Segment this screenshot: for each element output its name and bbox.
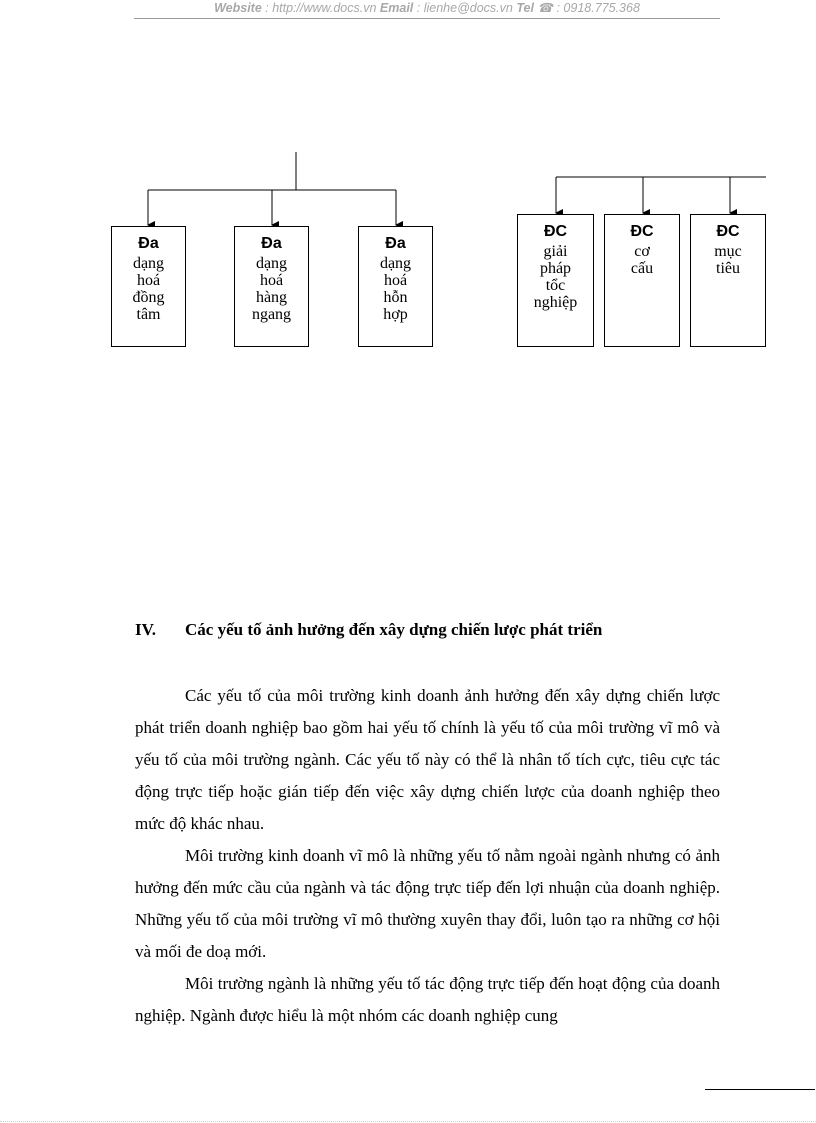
email-value: : lienhe@docs.vn bbox=[416, 1, 513, 15]
paragraph: Môi trường kinh doanh vĩ mô là những yếu tố nằm ngoài ngành nhưng có ảnh hưởng đến mức cầu của ngành và tác động trực tiếp đến lợi nhuận của doanh nghiệp. Những yếu tố của môi trường vĩ mô thường xuyên thay đổi, luôn tạo ra những cơ hội và mối đe doạ mới. bbox=[135, 846, 720, 961]
box-line: hoá bbox=[259, 272, 284, 289]
box-line: hợp bbox=[383, 306, 408, 323]
diagram-box-dc-2 bbox=[604, 214, 680, 347]
footnote-separator bbox=[705, 1089, 815, 1090]
box-line: hỗn bbox=[383, 289, 408, 306]
website-label: Website bbox=[214, 1, 262, 15]
diagram-box-da-2 bbox=[234, 226, 309, 347]
box-line: tâm bbox=[136, 306, 161, 323]
paragraph: Các yếu tố của môi trường kinh doanh ảnh hưởng đến xây dựng chiến lược phát triển doanh nghiệp bao gồm hai yếu tố chính là yếu tố của môi trường vĩ mô và yếu tố của môi trường ngành. Các yếu tố này có thể là nhân tố tích cực, tiêu cực tác động trực tiếp hoặc gián tiếp đến việc xây dựng chiến lược của doanh nghiệp theo mức độ khác nhau. bbox=[135, 686, 720, 833]
box-line: cơ bbox=[634, 243, 650, 260]
box-line: tổc bbox=[545, 277, 566, 294]
diagram-box-da-1 bbox=[111, 226, 186, 347]
box-line: hoá bbox=[136, 272, 161, 289]
tel-value: : 0918.775.368 bbox=[556, 1, 640, 15]
paragraph: Môi trường ngành là những yếu tố tác động trực tiếp đến hoạt động của doanh nghiệp. Ngành được hiểu là một nhóm các doanh nghiệp cung bbox=[135, 974, 720, 1025]
box-line: dạng bbox=[255, 255, 288, 272]
website-value: : http://www.docs.vn bbox=[265, 1, 377, 15]
box-line: ngang bbox=[251, 306, 292, 323]
email-label: Email bbox=[379, 1, 414, 15]
box-line: nghiệp bbox=[533, 294, 578, 311]
box-line: cấu bbox=[630, 260, 654, 277]
box-title: ĐC bbox=[543, 223, 568, 240]
diagram-box-da-3 bbox=[358, 226, 433, 347]
box-line: hoá bbox=[383, 272, 408, 289]
box-title: Đa bbox=[385, 235, 406, 252]
box-line: mục bbox=[714, 243, 742, 260]
phone-icon: ☎ bbox=[537, 1, 553, 15]
tel-label: Tel bbox=[516, 1, 534, 15]
body-text bbox=[135, 680, 720, 1032]
section-number: IV. bbox=[135, 620, 156, 639]
box-line: tiêu bbox=[716, 260, 740, 277]
box-line: giải bbox=[543, 243, 568, 260]
page-bottom-border bbox=[0, 1121, 816, 1122]
box-line: đồng bbox=[132, 289, 165, 306]
box-line: hàng bbox=[255, 289, 288, 306]
box-title: ĐC bbox=[716, 223, 740, 240]
diagram-box-dc-3 bbox=[690, 214, 766, 347]
box-line: dạng bbox=[379, 255, 412, 272]
box-title: Đa bbox=[261, 235, 282, 252]
section-heading bbox=[135, 620, 735, 640]
box-line: dạng bbox=[132, 255, 165, 272]
box-title: ĐC bbox=[630, 223, 654, 240]
box-title: Đa bbox=[138, 235, 159, 252]
section-title: Các yếu tố ảnh hưởng đến xây dựng chiến lược phát triển bbox=[185, 620, 603, 639]
box-line: pháp bbox=[539, 260, 572, 277]
diagram-box-dc-1 bbox=[517, 214, 594, 347]
